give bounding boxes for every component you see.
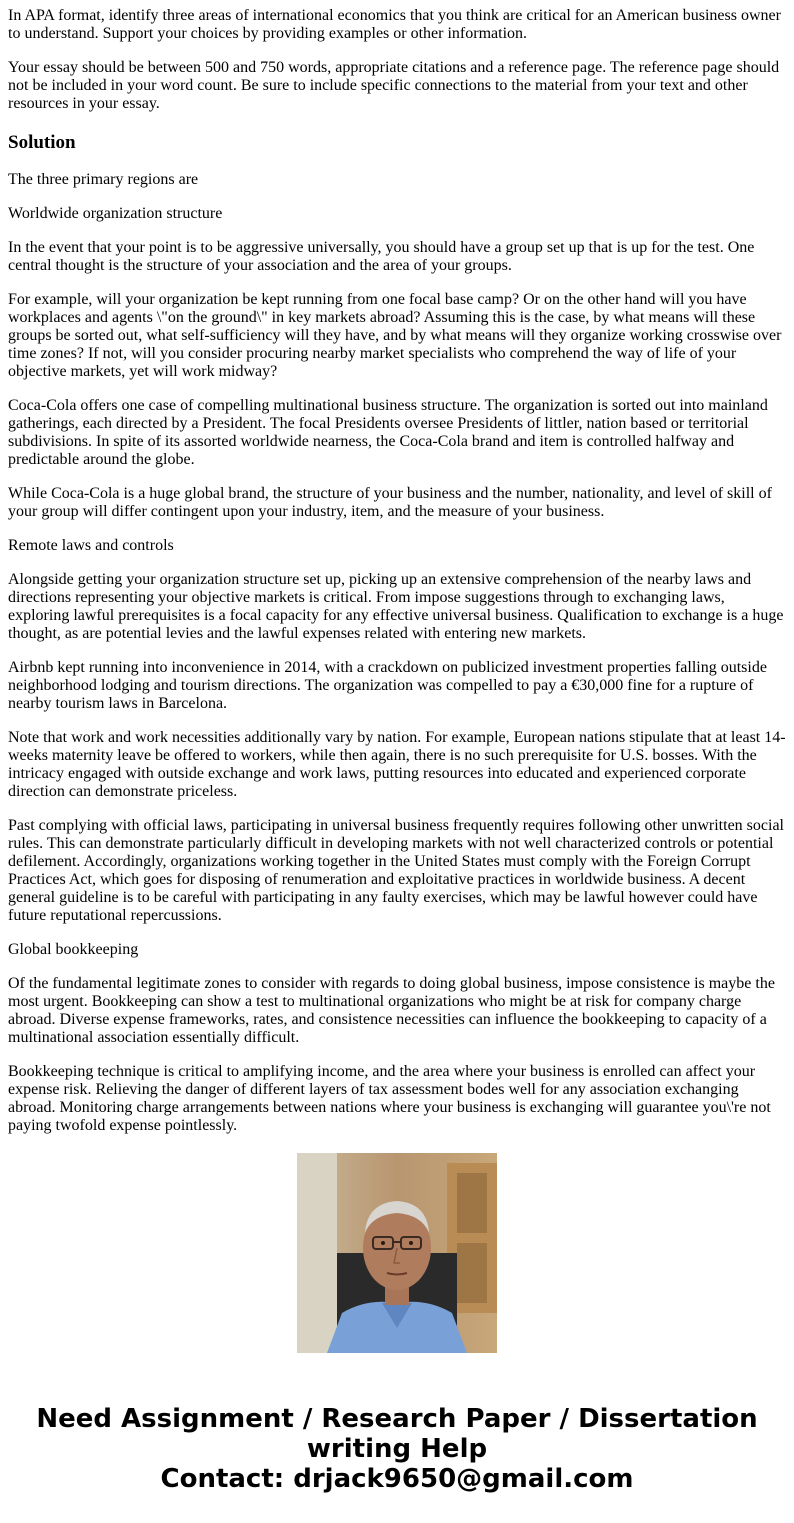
- section-title: Global bookkeeping: [8, 941, 139, 958]
- author-portrait-image: [297, 1153, 497, 1353]
- section-title: Worldwide organization structure: [8, 205, 223, 222]
- solution-paragraph: Airbnb kept running into inconvenience in 2014, with a crackdown on publicized investment properties falling outside neighborhood lodging and tourism directions. The organization was compelled to pay a €30,000 fine for a rupture of nearby tourism laws in Barcelona.: [8, 659, 767, 712]
- section-title: Remote laws and controls: [8, 537, 174, 554]
- solution-paragraph: For example, will your organization be kept running from one focal base camp? Or on the other hand will you have workplaces and agents \"on the ground\" in key markets abroad? Assuming this is the case, by what means will these groups be sorted out, what self-sufficiency will they have, and by what means will they organize working crosswise over time zones? If not, will you consider procuring nearby market specialists who comprehend the way of life of your objective markets, yet will work midway?: [8, 291, 782, 380]
- question-paragraph-1: In APA format, identify three areas of international economics that you think are critical for an American business owner to understand. Support your choices by providing examples or other information.: [8, 7, 781, 42]
- solution-paragraph: Bookkeeping technique is critical to amplifying income, and the area where your business is enrolled can affect your expense risk. Relieving the danger of different layers of tax assessment bodes well for any association exchanging abroad. Monitoring charge arrangements between nations where your business is exchanging will guarantee you\'re not paying twofold expense pointlessly.: [8, 1063, 771, 1134]
- solution-paragraph: Coca-Cola offers one case of compelling multinational business structure. The organization is sorted out into mainland gatherings, each directed by a President. The focal Presidents oversee Presidents of littler, nation based or territorial subdivisions. In spite of its assorted worldwide nearness, the Coca-Cola brand and item is controlled halfway and predictable around the globe.: [8, 397, 768, 468]
- promo-banner: [0, 1404, 794, 1494]
- solution-paragraph: Alongside getting your organization structure set up, picking up an extensive comprehension of the nearby laws and directions representing your objective markets is critical. From impose suggestions through to exchanging laws, exploring lawful prerequisites is a focal capacity for any effective universal business. Qualification to exchange is a huge thought, as are potential levies and the lawful expenses related with entering new markets.: [8, 571, 784, 642]
- document-content: [8, 0, 788, 1134]
- avatar: [297, 1153, 497, 1353]
- solution-paragraph: Past complying with official laws, participating in universal business frequently requires following other unwritten social rules. This can demonstrate particularly difficult in developing markets with not well characterized controls or potential defilement. Accordingly, organizations working together in the United States must comply with the Foreign Corrupt Practices Act, which goes for disposing of renumeration and exploitative practices in worldwide business. A decent general guideline is to be careful with participating in any faulty exercises, which may be lawful however could have future reputational repercussions.: [8, 817, 784, 924]
- solution-paragraph: Note that work and work necessities additionally vary by nation. For example, European nations stipulate that at least 14-weeks maternity leave be offered to workers, while then again, there is no such prerequisite for U.S. bosses. With the intricacy engaged with outside exchange and work laws, putting resources into educated and experienced corporate direction can demonstrate priceless.: [8, 729, 786, 800]
- promo-line: Need Assignment / Research Paper / Dissertation: [36, 1404, 758, 1434]
- solution-paragraph: The three primary regions are: [8, 171, 199, 188]
- solution-heading: Solution: [8, 132, 76, 153]
- question-paragraph-2: Your essay should be between 500 and 750 words, appropriate citations and a reference page. The reference page should not be included in your word count. Be sure to include specific connections to the material from your text and other resources in your essay.: [8, 59, 780, 112]
- solution-paragraph: Of the fundamental legitimate zones to consider with regards to doing global business, impose consistence is maybe the most urgent. Bookkeeping can show a test to multinational organizations who might be at risk for company charge abroad. Diverse expense frameworks, rates, and consistence necessities can influence the bookkeeping to capacity of a multinational association essentially difficult.: [8, 975, 775, 1046]
- promo-line: writing Help: [306, 1434, 488, 1464]
- contact-email[interactable]: Contact: drjack9650@gmail.com: [160, 1464, 634, 1494]
- solution-paragraph: While Coca-Cola is a huge global brand, the structure of your business and the number, nationality, and level of skill of your group will differ contingent upon your industry, item, and the measure of your business.: [8, 485, 772, 520]
- solution-paragraph: In the event that your point is to be aggressive universally, you should have a group set up that is up for the test. One central thought is the structure of your association and the area of your groups.: [8, 239, 755, 274]
